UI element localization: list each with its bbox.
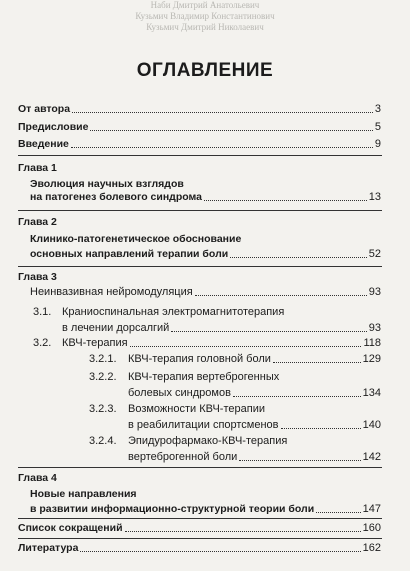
- toc-entry-title-line: Неинвазивная нейромодуляция: [30, 286, 193, 298]
- toc-entry-page: 3: [374, 103, 381, 115]
- toc-entry-page: 52: [368, 248, 381, 260]
- toc-entry-title-line: Краниоспинальная электромагнитотерапия: [62, 306, 285, 318]
- toc-entry-title: Введение: [18, 138, 69, 150]
- bleed-through-text: [0, 0, 410, 44]
- toc-entry-page: 93: [368, 322, 381, 334]
- toc-entry-page: 147: [362, 503, 381, 515]
- divider: [18, 518, 382, 519]
- toc-entry-title-line: основных направлений терапии боли: [30, 248, 229, 260]
- toc-chapter-1[interactable]: [30, 178, 381, 204]
- toc-entry-title: От автора: [18, 103, 71, 115]
- subsection-number: 3.2.1.: [89, 353, 117, 365]
- chapter-label: Глава 1: [18, 162, 57, 174]
- divider: [18, 538, 382, 539]
- toc-entry-page: 93: [368, 286, 381, 298]
- toc-chapter-3[interactable]: [30, 286, 381, 299]
- section-number: 3.1.: [33, 306, 52, 318]
- toc-entry-title-line: КВЧ-терапия: [62, 337, 128, 349]
- toc-entry-title-line: болевых синдромов: [128, 387, 231, 399]
- toc-entry-title-line: КВЧ-терапия вертеброгенных: [128, 371, 280, 383]
- toc-entry-page: 129: [362, 353, 381, 365]
- toc-entry-title-line: в лечении дорсалгий: [62, 322, 170, 334]
- toc-entry-page: 5: [374, 121, 381, 133]
- subsection-number: 3.2.4.: [89, 435, 117, 447]
- toc-entry-title-line: на патогенез болевого синдрома: [30, 191, 202, 203]
- toc-entry-title: Литература: [18, 542, 79, 554]
- toc-subsection-3-2-1[interactable]: [128, 353, 381, 366]
- toc-entry-title-line: Эпидурофармако-КВЧ-терапия: [128, 435, 288, 447]
- toc-entry-literature[interactable]: [18, 542, 381, 555]
- toc-entry-introduction[interactable]: [18, 138, 381, 151]
- bleed-line: Кузьмич Дмитрий Николаевич: [146, 22, 264, 32]
- toc-entry-title-line: Новые направления: [30, 488, 137, 500]
- toc-entry-title: Предисловие: [18, 121, 89, 133]
- toc-entry-page: 142: [362, 451, 381, 463]
- bleed-line: Наби Дмитрий Анатольевич: [150, 0, 260, 10]
- toc-entry-title-line: Возможности КВЧ-терапии: [128, 403, 265, 415]
- divider: [18, 210, 382, 211]
- divider: [18, 467, 382, 468]
- toc-section-3-1[interactable]: [62, 306, 381, 335]
- toc-entry-page: 9: [374, 138, 381, 150]
- toc-section-3-2[interactable]: [62, 337, 381, 350]
- toc-entry-title-line: Клинико-патогенетическое обоснование: [30, 233, 242, 245]
- toc-chapter-4[interactable]: [30, 488, 381, 516]
- toc-entry-page: 160: [362, 522, 381, 534]
- divider: [18, 266, 382, 267]
- toc-entry-preface[interactable]: [18, 121, 381, 134]
- toc-entry-title: Список сокращений: [18, 522, 123, 534]
- toc-entry-page: 162: [362, 542, 381, 554]
- divider: [18, 155, 382, 156]
- page-title: ОГЛАВЛЕНИЕ: [136, 60, 274, 81]
- toc-chapter-2[interactable]: [30, 233, 381, 261]
- bleed-line: Кузьмич Владимир Константинович: [135, 11, 275, 21]
- toc-entry-author[interactable]: [18, 103, 381, 116]
- toc-entry-abbreviations[interactable]: [18, 522, 381, 535]
- toc-subsection-3-2-3[interactable]: [128, 403, 381, 432]
- chapter-label: Глава 4: [18, 472, 57, 484]
- toc-entry-title-line: вертеброгенной боли: [128, 451, 238, 463]
- chapter-label: Глава 3: [18, 271, 57, 283]
- subsection-number: 3.2.2.: [89, 371, 117, 383]
- subsection-number: 3.2.3.: [89, 403, 117, 415]
- toc-entry-title-line: в реабилитации спортсменов: [128, 419, 279, 431]
- toc-subsection-3-2-4[interactable]: [128, 435, 381, 464]
- toc-entry-page: 140: [362, 419, 381, 431]
- toc-entry-page: 13: [368, 191, 381, 203]
- toc-entry-title-line: в развитии информационно-структурной теории боли: [30, 503, 315, 515]
- toc-entry-page: 118: [363, 337, 381, 349]
- section-number: 3.2.: [33, 337, 52, 349]
- toc-entry-title-line: КВЧ-терапия головной боли: [128, 353, 271, 365]
- toc-entry-page: 134: [362, 387, 381, 399]
- chapter-label: Глава 2: [18, 216, 57, 228]
- toc-subsection-3-2-2[interactable]: [128, 371, 381, 400]
- toc-entry-title-line: Эволюция научных взглядов: [30, 178, 184, 190]
